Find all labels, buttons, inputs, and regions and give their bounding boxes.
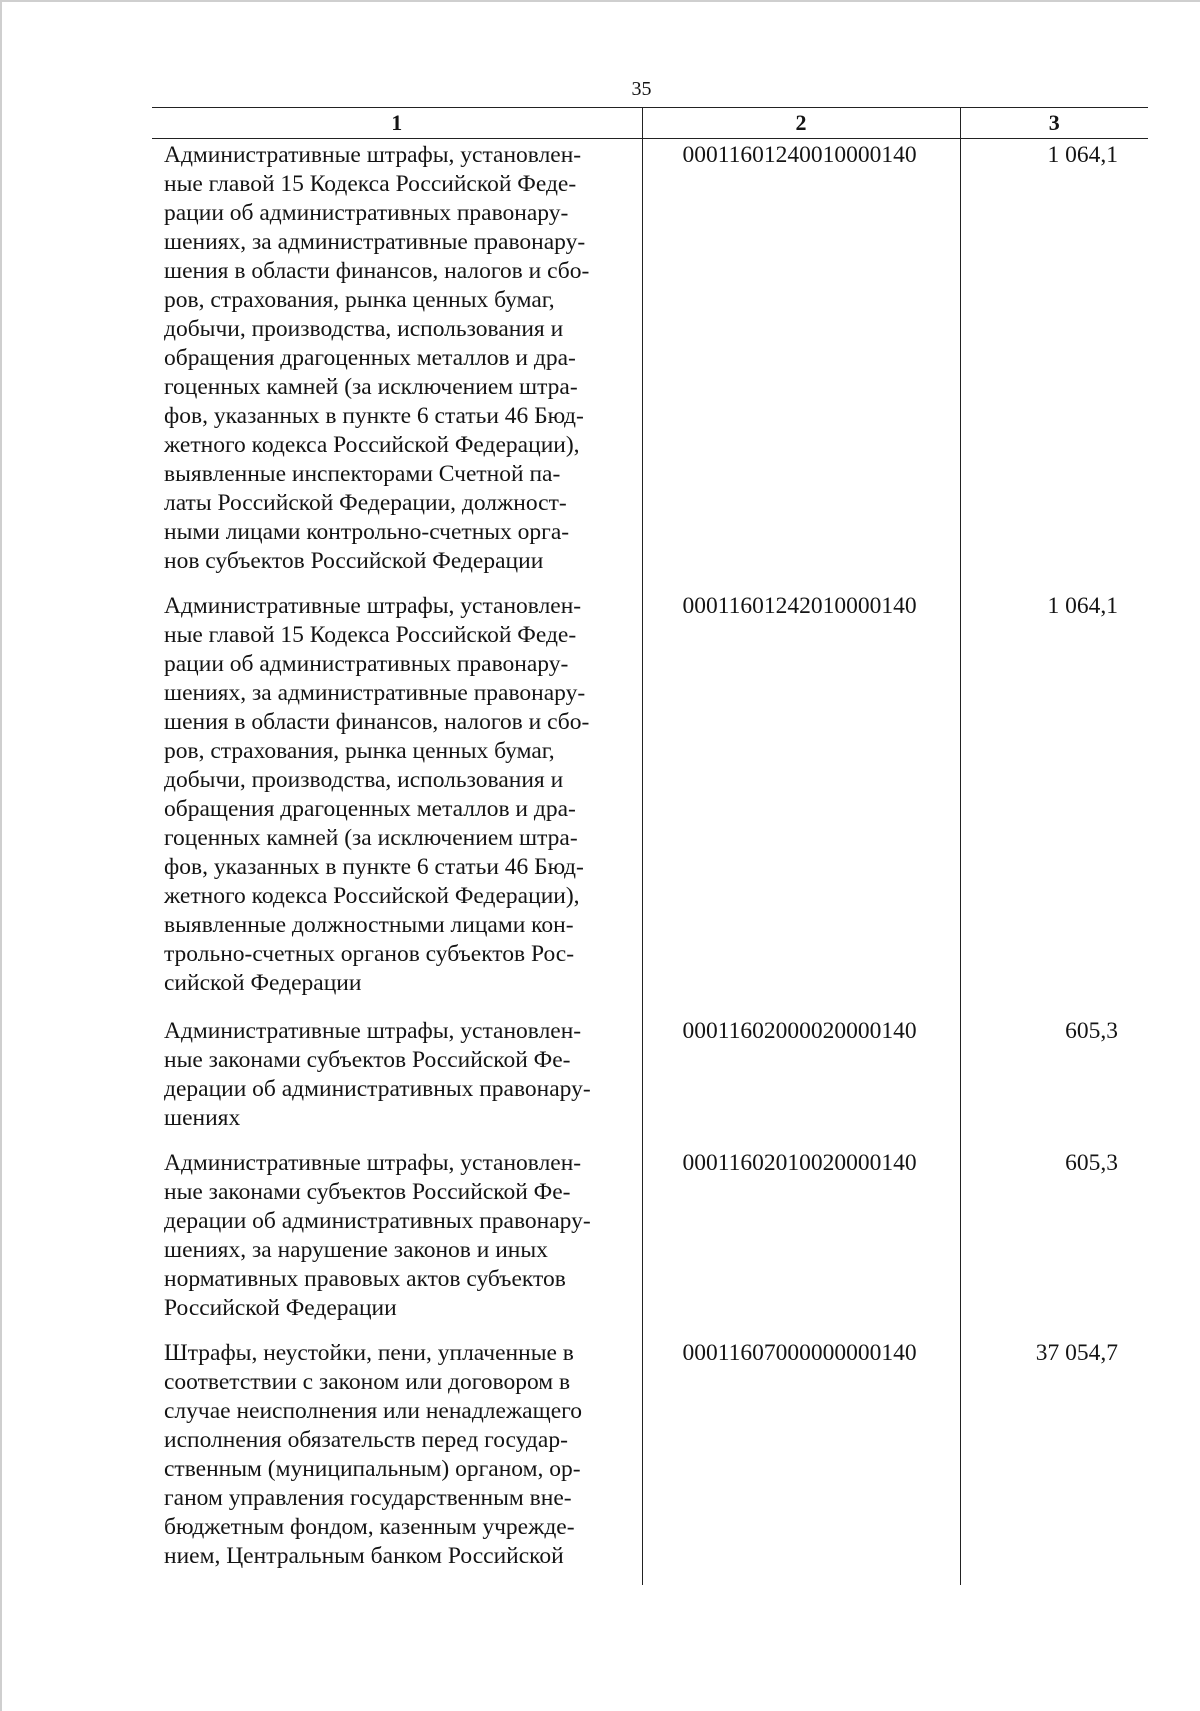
description-line: шения в области финансов, налогов и сбо- bbox=[164, 258, 590, 284]
description-line: латы Российской Федерации, должност- bbox=[164, 490, 567, 516]
revenue-table bbox=[152, 107, 1148, 1585]
description-line: дерации об административных правонару- bbox=[164, 1208, 591, 1234]
description-line: Административные штрафы, установлен- bbox=[164, 1150, 582, 1176]
row-amount: 605,3 bbox=[960, 1015, 1148, 1147]
description-line: жетного кодекса Российской Федерации), bbox=[164, 432, 580, 458]
scan-edge-top bbox=[0, 0, 1200, 2]
table-row bbox=[152, 590, 1148, 1015]
description-line: шениях, за административные правонару- bbox=[164, 680, 586, 706]
description-line: ганом управления государственным вне- bbox=[164, 1485, 572, 1511]
description-line: Административные штрафы, установлен- bbox=[164, 142, 582, 168]
table-row bbox=[152, 139, 1148, 591]
description-line: добычи, производства, использования и bbox=[164, 316, 564, 342]
table-row bbox=[152, 1147, 1148, 1337]
row-code: 00011602010020000140 bbox=[642, 1147, 960, 1337]
description-line: гоценных камней (за исключением штра- bbox=[164, 825, 578, 851]
table-row bbox=[152, 1015, 1148, 1147]
description-line: нов субъектов Российской Федерации bbox=[164, 548, 544, 574]
description-line: выявленные должностными лицами кон- bbox=[164, 912, 574, 938]
scan-edge-left bbox=[0, 0, 2, 1711]
description-line: ров, страхования, рынка ценных бумаг, bbox=[164, 287, 555, 313]
row-description bbox=[152, 1337, 642, 1585]
description-line: ные законами субъектов Российской Фе- bbox=[164, 1179, 571, 1205]
row-code: 00011601242010000140 bbox=[642, 590, 960, 1015]
description-line: Штрафы, неустойки, пени, уплаченные в bbox=[164, 1340, 574, 1366]
page-number: 35 bbox=[631, 78, 652, 100]
description-line: ные главой 15 Кодекса Российской Феде- bbox=[164, 171, 577, 197]
description-line: Российской Федерации bbox=[164, 1295, 397, 1321]
description-line: шения в области финансов, налогов и сбо- bbox=[164, 709, 590, 735]
row-code: 00011607000000000140 bbox=[642, 1337, 960, 1585]
description-line: добычи, производства, использования и bbox=[164, 767, 564, 793]
description-line: шениях, за административные правонару- bbox=[164, 229, 586, 255]
row-description bbox=[152, 139, 642, 591]
table-header-row bbox=[152, 108, 1148, 139]
row-description bbox=[152, 1015, 642, 1147]
row-amount: 1 064,1 bbox=[960, 590, 1148, 1015]
table-row bbox=[152, 1337, 1148, 1585]
description-line: исполнения обязательств перед государ- bbox=[164, 1427, 568, 1453]
description-line: фов, указанных в пункте 6 статьи 46 Бюд- bbox=[164, 854, 584, 880]
description-line: рации об административных правонару- bbox=[164, 651, 569, 677]
description-line: дерации об административных правонару- bbox=[164, 1076, 591, 1102]
description-line: жетного кодекса Российской Федерации), bbox=[164, 883, 580, 909]
row-description bbox=[152, 590, 642, 1015]
description-line: ными лицами контрольно-счетных орга- bbox=[164, 519, 570, 545]
description-line: фов, указанных в пункте 6 статьи 46 Бюд- bbox=[164, 403, 584, 429]
description-line: Административные штрафы, установлен- bbox=[164, 593, 582, 619]
description-line: бюджетным фондом, казенным учрежде- bbox=[164, 1514, 575, 1540]
row-amount: 1 064,1 bbox=[960, 139, 1148, 591]
row-amount: 37 054,7 bbox=[960, 1337, 1148, 1585]
description-line: нием, Центральным банком Российской bbox=[164, 1543, 564, 1569]
description-line: ные законами субъектов Российской Фе- bbox=[164, 1047, 571, 1073]
column-header-2: 2 bbox=[642, 108, 960, 139]
description-line: Административные штрафы, установлен- bbox=[164, 1018, 582, 1044]
row-amount: 605,3 bbox=[960, 1147, 1148, 1337]
description-line: сийской Федерации bbox=[164, 970, 362, 996]
description-line: выявленные инспекторами Счетной па- bbox=[164, 461, 561, 487]
description-line: трольно-счетных органов субъектов Рос- bbox=[164, 941, 575, 967]
description-line: соответствии с законом или договором в bbox=[164, 1369, 571, 1395]
description-line: гоценных камней (за исключением штра- bbox=[164, 374, 578, 400]
column-header-1: 1 bbox=[152, 108, 642, 139]
description-line: шениях bbox=[164, 1105, 241, 1131]
description-line: обращения драгоценных металлов и дра- bbox=[164, 796, 576, 822]
description-line: случае неисполнения или ненадлежащего bbox=[164, 1398, 582, 1424]
description-line: нормативных правовых актов субъектов bbox=[164, 1266, 566, 1292]
description-line: ственным (муниципальным) органом, ор- bbox=[164, 1456, 581, 1482]
description-line: ные главой 15 Кодекса Российской Феде- bbox=[164, 622, 577, 648]
row-code: 00011602000020000140 bbox=[642, 1015, 960, 1147]
row-description bbox=[152, 1147, 642, 1337]
description-line: обращения драгоценных металлов и дра- bbox=[164, 345, 576, 371]
description-line: шениях, за нарушение законов и иных bbox=[164, 1237, 548, 1263]
description-line: ров, страхования, рынка ценных бумаг, bbox=[164, 738, 555, 764]
column-header-3: 3 bbox=[960, 108, 1148, 139]
description-line: рации об административных правонару- bbox=[164, 200, 569, 226]
row-code: 00011601240010000140 bbox=[642, 139, 960, 591]
